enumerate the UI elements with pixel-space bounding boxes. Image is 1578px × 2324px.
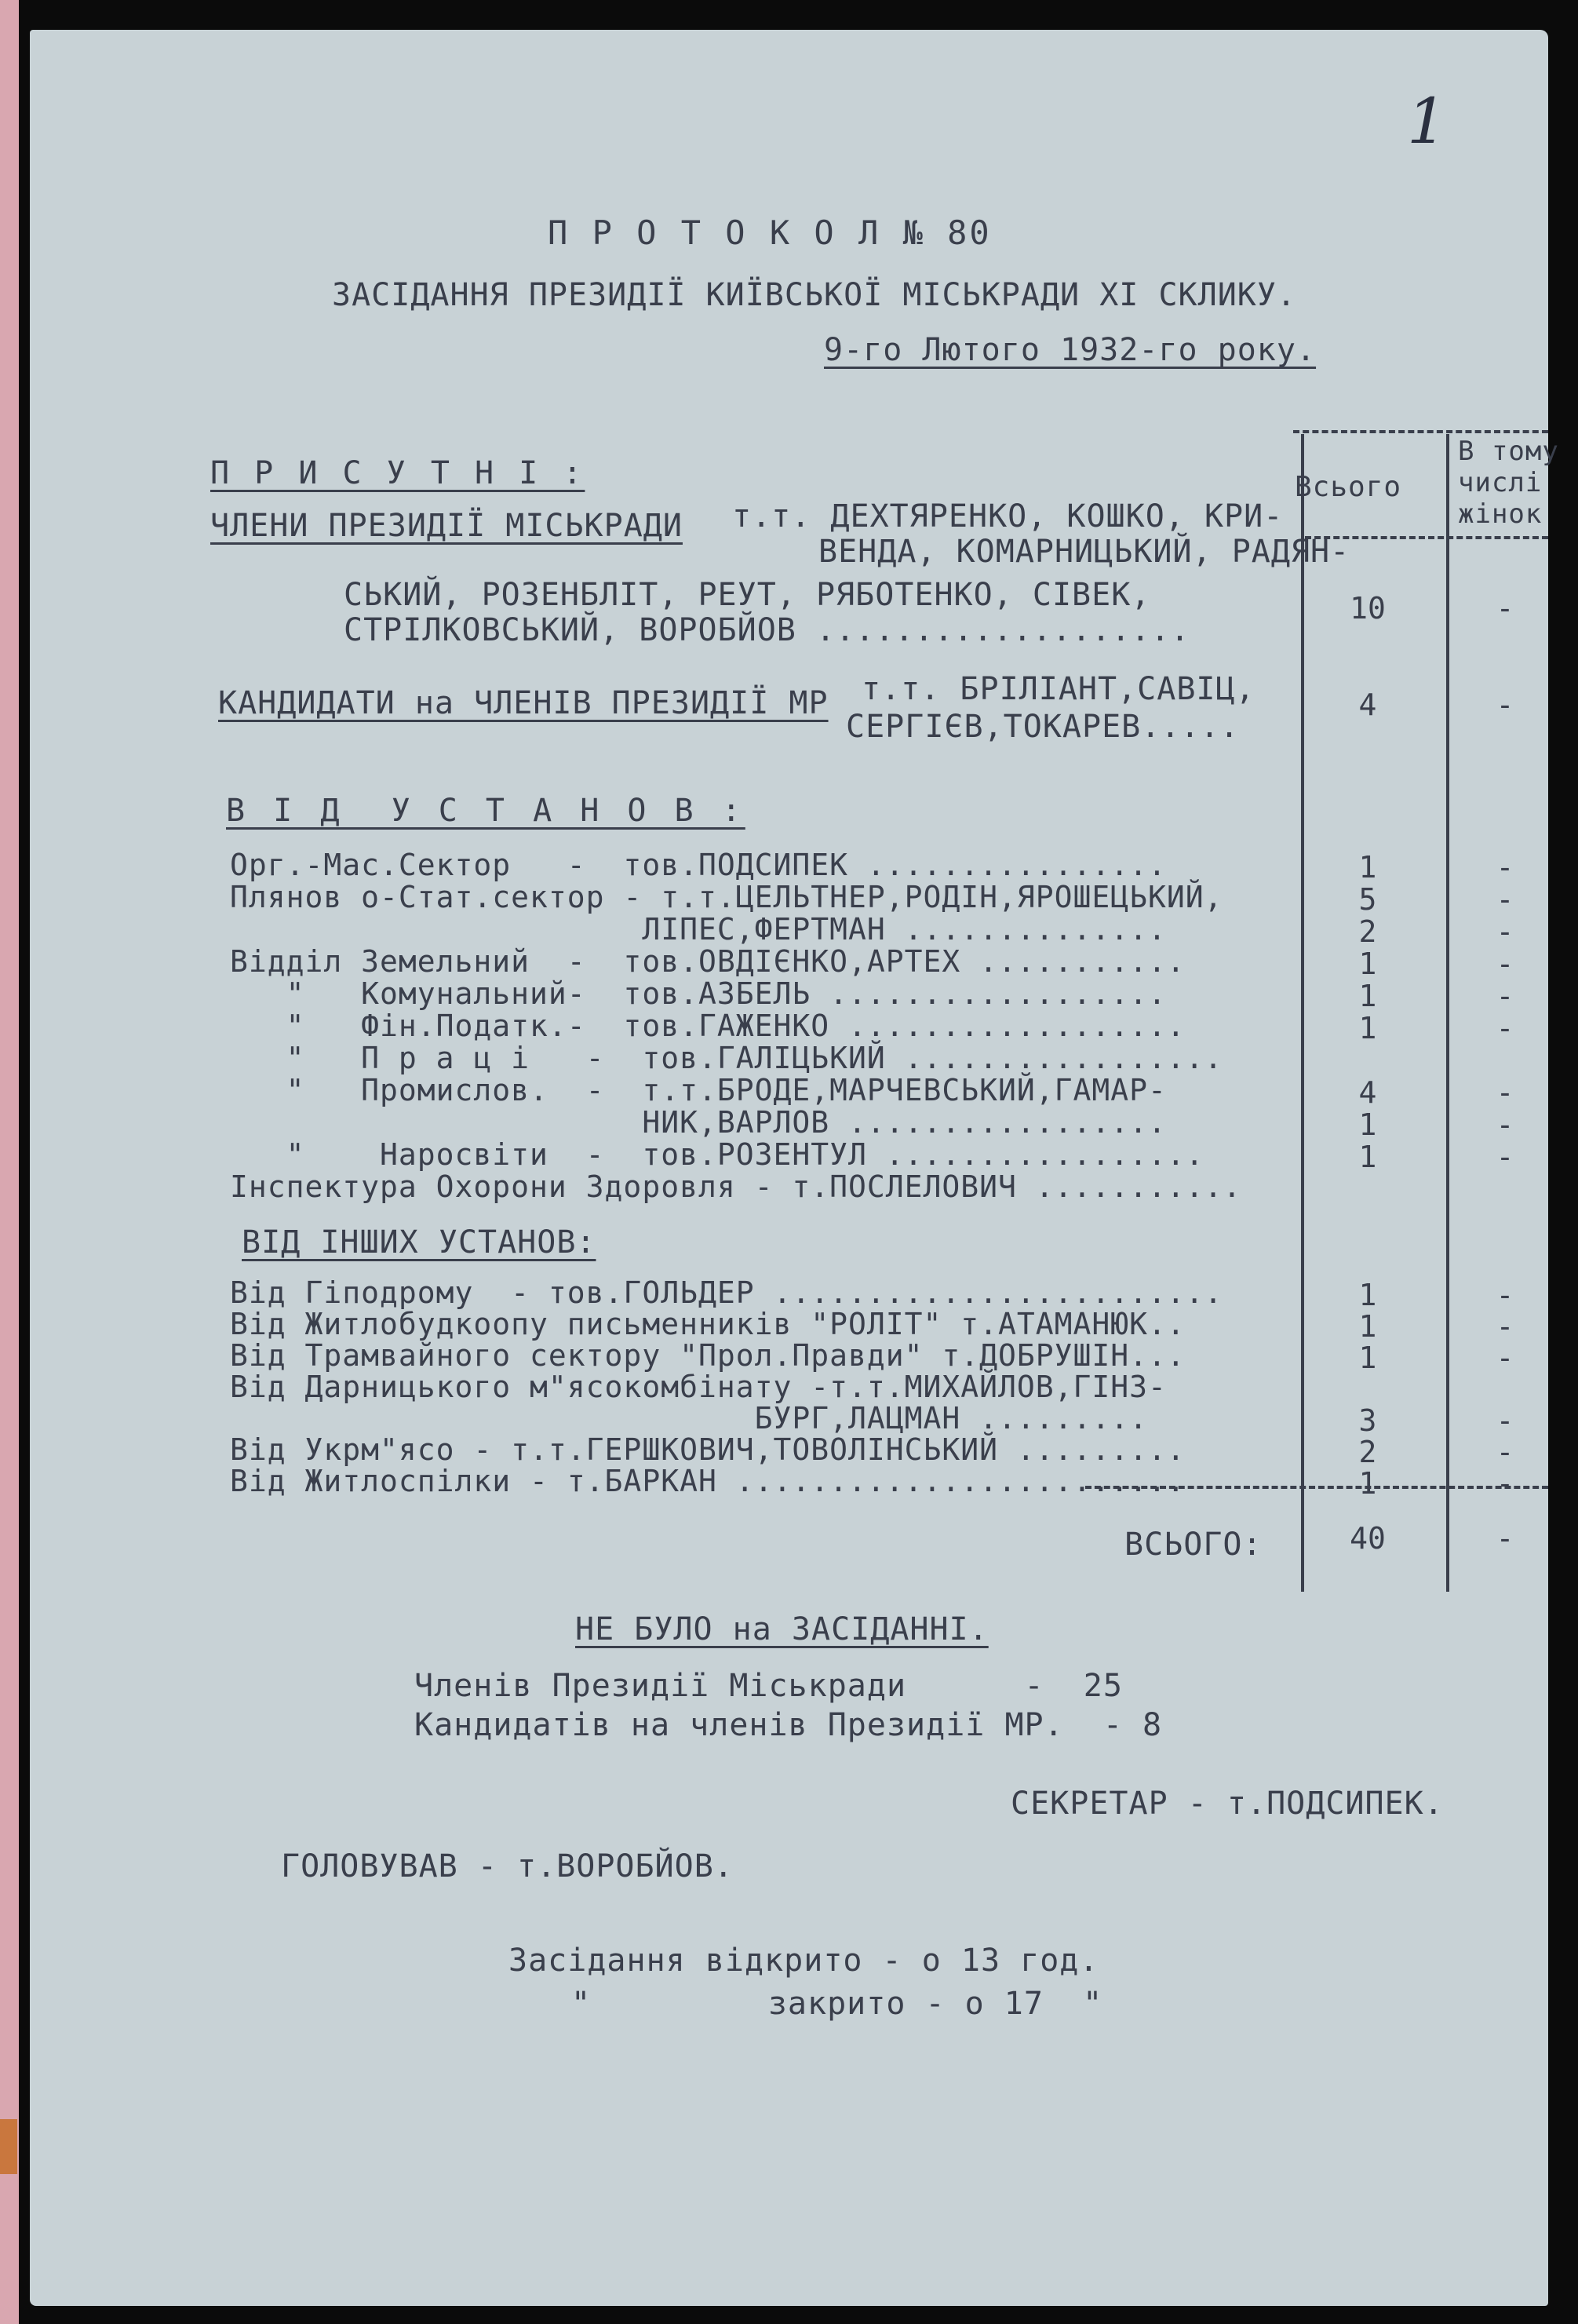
row-total: 1	[1358, 979, 1377, 1013]
row-women: -	[1496, 1011, 1514, 1045]
grand-total-women: -	[1496, 1521, 1514, 1556]
row-total: 1	[1358, 1309, 1377, 1344]
row-text: Від Укрм"ясо - т.т.ГЕРШКОВИЧ,ТОВОЛІНСЬКИЙ .........	[230, 1432, 1186, 1467]
row-text: ЛІПЕС,ФЕРТМАН ..............	[230, 912, 1167, 947]
members-total: 10	[1350, 591, 1386, 626]
table-top-border	[1293, 430, 1548, 433]
row-text: " Фін.Податк.- тов.ГАЖЕНКО ..................	[230, 1009, 1186, 1043]
row-total: 1	[1358, 1466, 1377, 1501]
row-women: -	[1496, 882, 1514, 917]
column-header-total: Всього	[1295, 471, 1402, 503]
row-total: 2	[1358, 1435, 1377, 1469]
candidates-line: СЕРГІЄВ,ТОКАРЕВ.....	[846, 709, 1240, 745]
row-total: 1	[1358, 1107, 1377, 1142]
table-left-border	[1301, 434, 1304, 1592]
row-women: -	[1496, 1466, 1514, 1501]
present-heading: П Р И С У Т Н І :	[210, 455, 585, 491]
row-women: -	[1496, 947, 1514, 981]
column-header-women-1: В тому	[1458, 436, 1559, 467]
binding-tab	[0, 2119, 17, 2174]
row-total: 1	[1358, 1341, 1377, 1375]
column-header-women-2: числі	[1458, 467, 1543, 498]
row-text: " П р а ц і - тов.ГАЛІЦЬКИЙ .................	[230, 1041, 1223, 1075]
grand-total-value: 40	[1350, 1521, 1386, 1556]
document-subtitle: ЗАСІДАННЯ ПРЕЗИДІЇ КИЇВСЬКОЇ МІСЬКРАДИ XI СКЛИКУ.	[332, 277, 1297, 313]
members-line: ВЕНДА, КОМАРНИЦЬКИЙ, РАДЯН-	[818, 534, 1350, 570]
row-total: 1	[1358, 947, 1377, 981]
chairman: ГОЛОВУВАВ - т.ВОРОБЙОВ.	[281, 1848, 734, 1884]
members-label: ЧЛЕНИ ПРЕЗИДІЇ МІСЬКРАДИ	[210, 508, 683, 544]
row-women: -	[1496, 1278, 1514, 1312]
row-total: 2	[1358, 914, 1377, 949]
document-title: П Р О Т О К О Л № 80	[548, 213, 992, 252]
row-total: 1	[1358, 1278, 1377, 1312]
row-women: -	[1496, 1075, 1514, 1110]
row-women: -	[1496, 1107, 1514, 1142]
row-women: -	[1496, 850, 1514, 885]
row-text: " Наросвіти - тов.РОЗЕНТУЛ .................	[230, 1137, 1204, 1172]
institutions-heading: В І Д У С Т А Н О В :	[226, 793, 745, 829]
secretary: СЕКРЕТАР - т.ПОДСИПЕК.	[1011, 1786, 1444, 1822]
row-women: -	[1496, 1309, 1514, 1344]
row-text: Плянов о-Стат.сектор - т.т.ЦЕЛЬТНЕР,РОДІН,ЯРОШЕЦЬКИЙ,	[230, 880, 1223, 914]
row-total: 1	[1358, 1011, 1377, 1045]
candidates-label: КАНДИДАТИ на ЧЛЕНІВ ПРЕЗИДІЇ МР	[218, 685, 829, 721]
members-line: т.т. ДЕХТЯРЕНКО, КОШКО, КРИ-	[732, 498, 1284, 534]
candidates-line: т.т. БРІЛІАНТ,САВІЦ,	[862, 671, 1255, 707]
row-text: БУРГ,ЛАЦМАН .........	[230, 1401, 1149, 1436]
members-line: СЬКИЙ, РОЗЕНБЛІТ, РЕУТ, РЯБОТЕНКО, СІВЕК,	[344, 577, 1151, 613]
row-text: Інспектура Охорони Здоровля - т.ПОСЛЕЛОВИЧ ...........	[230, 1169, 1242, 1204]
row-total: 1	[1358, 1140, 1377, 1174]
row-women: -	[1496, 1435, 1514, 1469]
table-column-divider	[1446, 434, 1449, 1592]
absent-candidates: Кандидатів на членів Президії МР. - 8	[414, 1707, 1163, 1743]
row-women: -	[1496, 1140, 1514, 1174]
candidates-women: -	[1496, 688, 1514, 722]
other-institutions-heading: ВІД ІНШИХ УСТАНОВ:	[242, 1224, 596, 1261]
grand-total-label: ВСЬОГО:	[1124, 1527, 1263, 1563]
document-date: 9-го Лютого 1932-го року.	[824, 332, 1317, 368]
row-text: НИК,ВАРЛОВ .................	[230, 1105, 1167, 1140]
members-women: -	[1496, 591, 1514, 626]
row-women: -	[1496, 979, 1514, 1013]
column-header-women-3: жінок	[1458, 498, 1543, 530]
row-total: 1	[1358, 850, 1377, 885]
candidates-total: 4	[1358, 688, 1377, 722]
row-text: " Промислов. - т.т.БРОДЕ,МАРЧЕВСЬКИЙ,ГАМАР-	[230, 1073, 1167, 1107]
members-line: СТРІЛКОВСЬКИЙ, ВОРОБЙОВ ...................	[344, 612, 1190, 648]
row-text: Від Дарницького м"ясокомбінату -т.т.МИХАЙЛОВ,ГІНЗ-	[230, 1370, 1167, 1404]
document-page	[30, 30, 1559, 2306]
row-text: Від Гіподрому - тов.ГОЛЬДЕР ........................	[230, 1275, 1223, 1310]
row-text: " Комунальний- тов.АЗБЕЛЬ ..................	[230, 976, 1167, 1011]
row-total: 4	[1358, 1075, 1377, 1110]
row-text: Від Житлобудкоопу письменників "РОЛІТ" т.АТАМАНЮК..	[230, 1307, 1186, 1341]
row-text: Орг.-Мас.Сектор - тов.ПОДСИПЕК ................	[230, 848, 1167, 882]
row-text: Від Трамвайного сектору "Прол.Правди" т.ДОБРУШІН...	[230, 1338, 1186, 1373]
session-opened: Засідання відкрито - о 13 год.	[508, 1943, 1099, 1979]
session-closed: " закрито - о 17 "	[571, 1986, 1103, 2022]
absent-members: Членів Президії Міськради - 25	[414, 1668, 1123, 1704]
row-text: Відділ Земельний - тов.ОВДІЄНКО,АРТЕХ ...........	[230, 944, 1186, 979]
row-total: 3	[1358, 1403, 1377, 1438]
page-number: 1	[1407, 85, 1447, 158]
absent-heading: НЕ БУЛО на ЗАСІДАННІ.	[575, 1611, 989, 1647]
row-women: -	[1496, 1403, 1514, 1438]
row-text: Від Житлоспілки - т.БАРКАН ........................	[230, 1464, 1186, 1498]
row-total: 5	[1358, 882, 1377, 917]
row-women: -	[1496, 1341, 1514, 1375]
binding-edge	[0, 0, 19, 2324]
row-women: -	[1496, 914, 1514, 949]
